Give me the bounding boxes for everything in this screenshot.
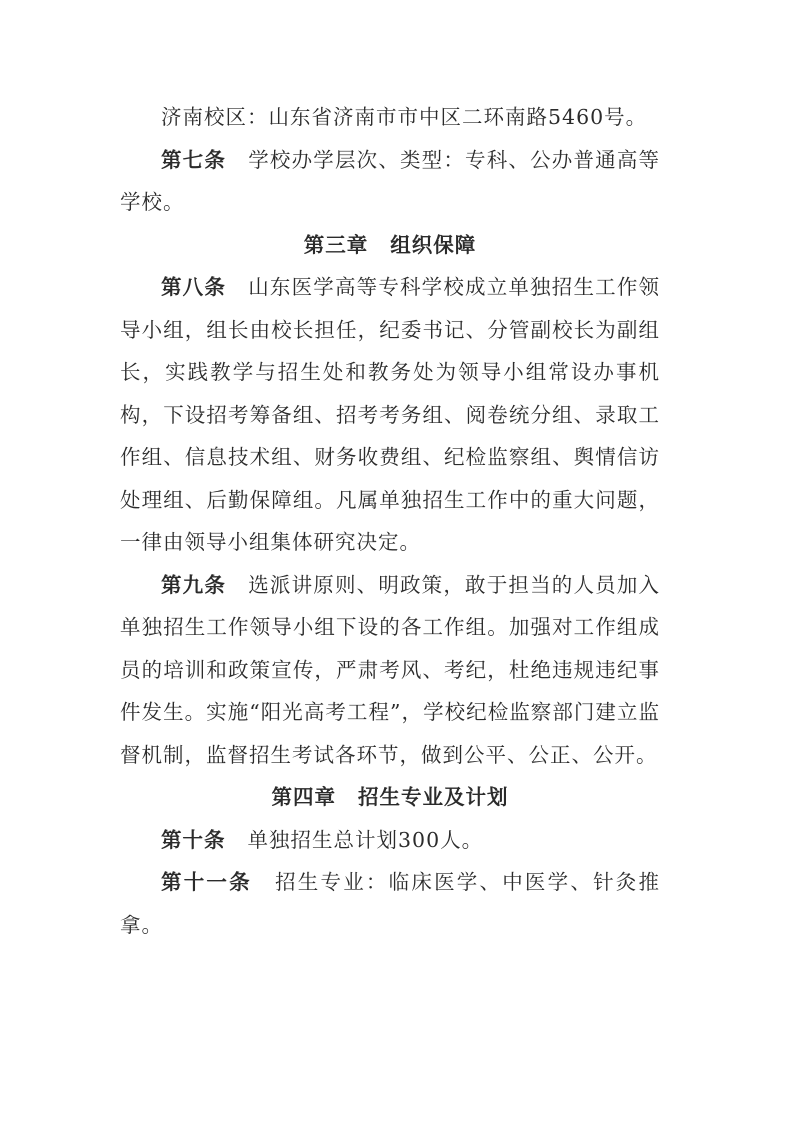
article-7: [120, 139, 660, 224]
article-9: [120, 564, 660, 777]
article-label: 第七条: [161, 147, 227, 172]
article-label: 第九条: [161, 572, 227, 597]
article-label: 第十条: [161, 827, 226, 852]
chapter-title: 招生专业及计划: [358, 785, 509, 809]
chapter-3-heading: [120, 224, 660, 267]
paragraph-jinan-campus: [120, 96, 660, 139]
chapter-title: 组织保障: [390, 232, 477, 257]
document-page: [120, 96, 660, 946]
article-label: 第八条: [161, 275, 227, 299]
article-label: 第十一条: [161, 870, 252, 894]
article-text: 选派讲原则、明政策，敢于担当的人员加入单独招生工作领导小组下设的各工作组。加强对工作组成员的培训和政策宣传，严肃考风、考纪，杜绝违规违纪事件发生。实施“阳光高考工程”，学校纪检监察部门建立监督机制，监督招生考试各环节，做到公平、公正、公开。: [120, 572, 661, 767]
article-text: 单独招生总计划300人。: [247, 827, 484, 852]
article-11: [120, 861, 660, 946]
chapter-4-heading: [120, 776, 660, 819]
article-text: 学校办学层次、类型：专科、公办普通高等学校。: [120, 147, 661, 214]
article-8: [120, 266, 660, 564]
article-10: [120, 819, 660, 862]
chapter-number: 第三章: [303, 232, 369, 257]
article-text: 山东医学高等专科学校成立单独招生工作领导小组，组长由校长担任，纪委书记、分管副校长为副组长，实践教学与招生处和教务处为领导小组常设办事机构，下设招考筹备组、招考考务组、阅卷统分组、录取工作组、信息技术组、财务收费组、纪检监察组、舆情信访处理组、后勤保障组。凡属单独招生工作中的重大问题，一律由领导小组集体研究决定。: [120, 275, 661, 554]
article-text: 招生专业：临床医学、中医学、针灸推拿。: [120, 870, 661, 937]
chapter-number: 第四章: [271, 785, 336, 809]
paragraph-text: 济南校区：山东省济南市市中区二环南路5460号。: [161, 105, 648, 129]
